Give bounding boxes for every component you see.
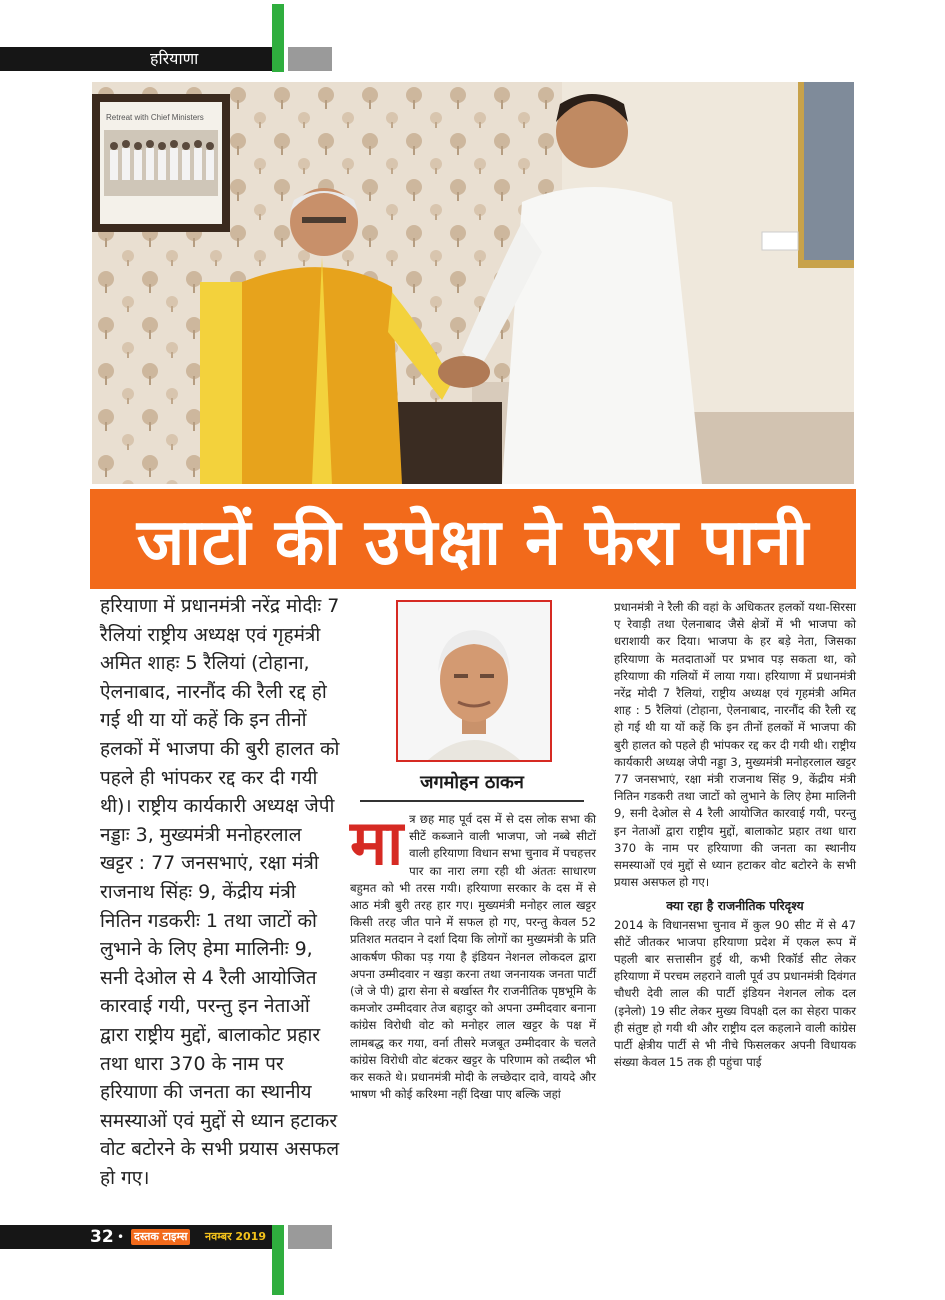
middle-column [350, 806, 596, 1103]
author-name: जगमोहन ठाकन [420, 772, 524, 793]
issue-date: नवम्बर 2019 [205, 1230, 267, 1243]
headline-text: जाटों की उपेक्षा ने फेरा पानी [136, 505, 810, 580]
author-divider [360, 800, 584, 802]
left-column-text: हरियाणा में प्रधानमंत्री नरेंद्र मोदीः 7 रैलियां राष्ट्रीय अध्यक्ष एवं गृहमंत्री अमित शाहः 5 रैलियां (टोहाना, ऐलनाबाद, नारनौंद की रैली रद्द हो गई थी या यों कहें कि इन तीनों हलकों में भाजपा की बुरी हालत को पहले ही भांपकर रद्द कर दी गयी थी)। राष्ट्रीय कार्यकारी अध्यक्ष जेपी नड्डाः 3, मुख्यमंत्री मनोहरलाल खट्टर : 77 जनसभाएं, रक्षा मंत्री राजनाथ सिंहः 9, केंद्रीय मंत्री नितिन गडकरीः 1 तथा जाटों को लुभाने के लिए हेमा मालिनीः 9, सनी देओल से 4 रैली आयोजित कारवाई गयी, परन्तु इन नेताओं द्वारा राष्ट्रीय मुद्दों, बालाकोट प्रहार तथा धारा 370 के नाम पर हरियाणा की जनता का स्थानीय समस्याओं एवं मुद्दों से ध्यान हटाकर वोट बटोरने के सभी प्रयास असफल हो गए। [100, 595, 340, 1189]
inset-photo-caption: Retreat with Chief Ministers [106, 113, 204, 122]
subheading: क्या रहा है राजनीतिक परिदृश्य [666, 898, 804, 914]
section-header-bar [0, 47, 272, 71]
headline-banner [90, 489, 856, 589]
header-green-accent [272, 4, 284, 72]
right-column-para-2: 2014 के विधानसभा चुनाव में कुल 90 सीट में से 47 सीटें जीतकर भाजपा हरियाणा प्रदेश में एकल रूप में पहली बार सत्तासीन हुई थी, कभी रिकॉर्ड सीट लेकर हरियाणा में परचम लहराने वाली पूर्व उप प्रधानमंत्री दिवंगत चौधरी देवी लाल की पार्टी इंडियन नेशनल लोक दल (इनेलो) 19 सीट लेकर मुख्य विपक्षी दल का सेहरा पाकर ही संतुष्ट हो गयी थी और राष्ट्रीय दल कहलाने वाली कांग्रेस पार्टी क्षेत्रीय पार्टी से भी नीचे फिसलकर अपनी विधायक संख्या केवल 15 तक ही पहुंचा पाई [614, 917, 856, 1070]
author-portrait [398, 602, 550, 760]
left-column [100, 592, 340, 1192]
handshake-illustration [92, 82, 854, 484]
right-column-para-1: प्रधानमंत्री ने रैली की वहां के अधिकतर हलकों यथा-सिरसा ए रेवाड़ी तथा ऐलनाबाद जैसे क्षेत्रों में भी भाजपा को धराशायी कर दिया। भाजपा के हर बड़े नेता, जिसका हरियाणा के मतदाताओं पर प्रभाव पड़ सकता था, को हरियाणा की गलियों में लाया गया। हरियाणा में प्रधानमंत्री नरेंद्र मोदी 7 रैलियां, राष्ट्रीय अध्यक्ष एवं गृहमंत्री अमित शाह : 5 रैलियां (टोहाना, ऐलनाबाद, नारनौंद की रैली रद्द हो गई थी या यों कहें कि इन तीनों हलकों में भाजपा की बुरी हालत को पहले ही भांपकर रद्द कर दी गयी थी। राष्ट्रीय कार्यकारी अध्यक्ष जेपी नड्डा 3, मुख्यमंत्री मनोहरलाल खट्टर 77 जनसभाएं, रक्षा मंत्री राजनाथ सिंह 9, केंद्रीय मंत्री नितिन गडकरी तथा जाटों को लुभाने के लिए हेमा मालिनी 9, सनी देओल से 4 रैली आयोजित कारवाई गयी, परन्तु इन नेताओं द्वारा राष्ट्रीय मुद्दों, बालाकोट प्रहार तथा धारा 370 के नाम पर हरियाणा की जनता का स्थानीय समस्याओं एवं मुद्दों से ध्यान हटाकर वोट बटोरने के सभी प्रयास असफल हो गए। [614, 600, 856, 890]
author-photo [396, 600, 552, 762]
drop-cap: मा [350, 806, 404, 879]
lead-photo [92, 82, 854, 484]
footer-green-accent [272, 1225, 284, 1295]
header-grey-block [288, 47, 332, 71]
magazine-logo: दस्तक टाइम्स [131, 1229, 190, 1245]
footer-grey-block [288, 1225, 332, 1249]
right-column [614, 599, 856, 1071]
middle-column-text: त्र छह माह पूर्व दस में से दस लोक सभा की सीटें कब्जाने वाली भाजपा, जो नब्बे सीटों वाली हरियाणा विधान सभा चुनाव में पचहत्तर पार का नारा लगा रही थी अंततः साधारण बहुमत को भी तरस गयी। हरियाणा सरकार के दस में से आठ मंत्री बुरी तरह हार गए। मुख्यमंत्री मनोहर लाल खट्टर किसी तरह जीत पाने में सफल हो गए, परन्तु केवल 52 प्रतिशत मतदान ने दर्शा दिया कि लोगों का मुख्यमंत्री के प्रति आकर्षण फीका पड़ गया है इंडियन नेशनल लोकदल द्वारा अपना उम्मीदवार न खड़ा करना तथा जननायक जनता पार्टी (जे जे पी) द्वारा सेना से बर्खास्त गैर राजनीतिक पृष्ठभूमि के कमजोर उम्मीदवार तेज बहादुर को अपना उम्मीदवार बनाना कांग्रेस विरोधी वोट को मनोहर लाल खट्टर के पक्ष में लामबद्ध कर गया, वर्ना तीसरे मजबूत उम्मीदवार के चलते कांग्रेस विरोधी वोट बंटकर खट्टर के परिणाम को तब्दील भी कर सकते थे। प्रधानमंत्री मोदी के लच्छेदार दावे, वायदे और भाषण भी कोई करिश्मा नहीं दिखा पाए बल्कि जहां [350, 812, 596, 1102]
page-number: 32 [90, 1227, 114, 1247]
section-title: हरियाणा [150, 49, 199, 68]
footer-bullet: • [117, 1230, 125, 1244]
